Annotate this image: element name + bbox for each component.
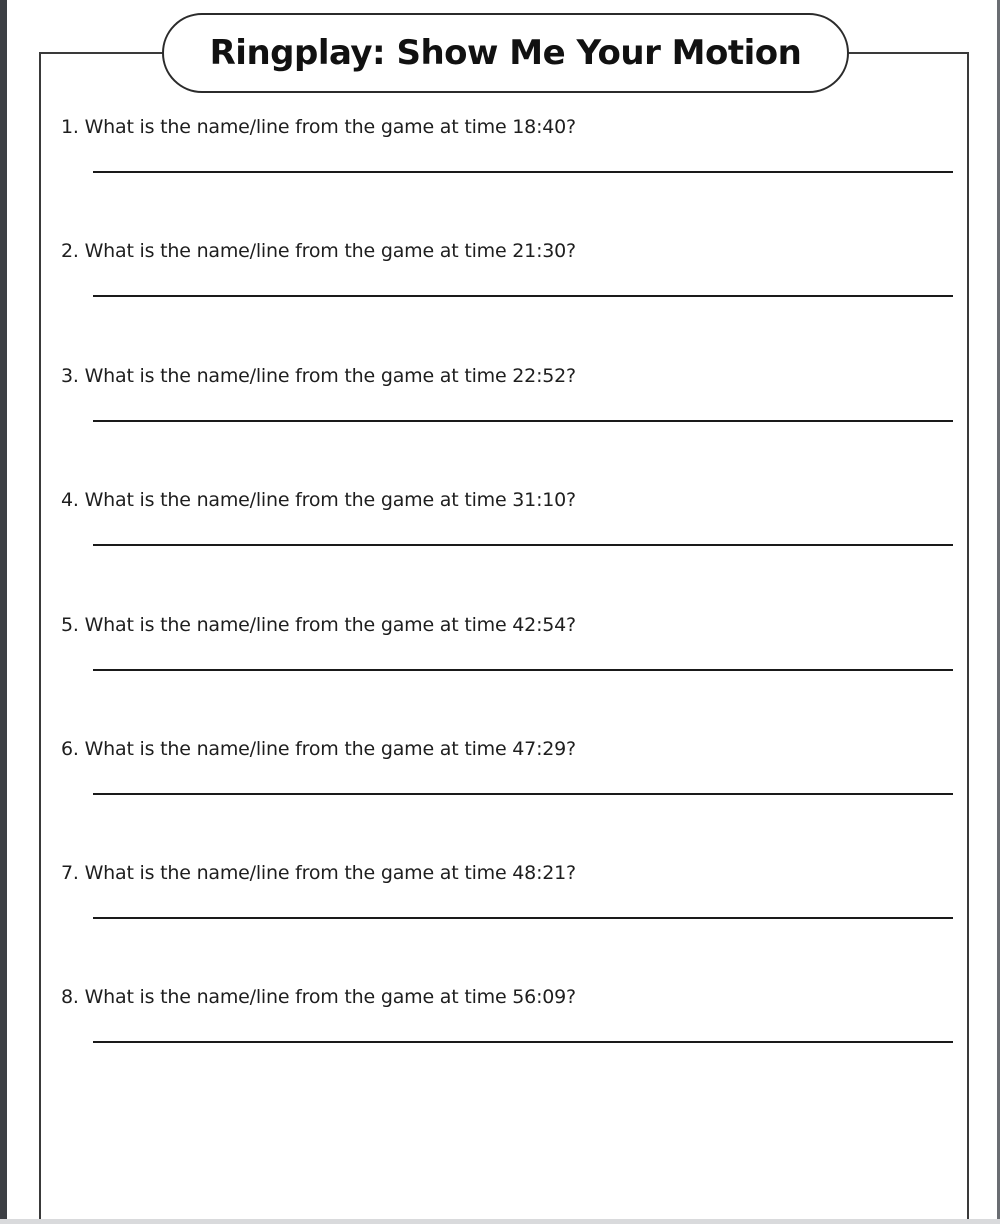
viewer-bottom-edge: [0, 1219, 1000, 1224]
question-1: [61, 116, 961, 186]
answer-line[interactable]: [93, 420, 953, 422]
question-7: [61, 862, 961, 932]
answer-line[interactable]: [93, 917, 953, 919]
question-text: 4. What is the name/line from the game at time 31:10?: [61, 489, 576, 511]
question-text: 7. What is the name/line from the game at time 48:21?: [61, 862, 576, 884]
question-text: 8. What is the name/line from the game at time 56:09?: [61, 986, 576, 1008]
answer-line[interactable]: [93, 544, 953, 546]
answer-line[interactable]: [93, 295, 953, 297]
question-text: 5. What is the name/line from the game at time 42:54?: [61, 614, 576, 636]
worksheet-page[interactable]: [7, 0, 997, 1219]
question-5: [61, 614, 961, 684]
answer-line[interactable]: [93, 669, 953, 671]
worksheet-title: Ringplay: Show Me Your Motion: [209, 33, 802, 73]
question-2: [61, 240, 961, 310]
answer-line[interactable]: [93, 793, 953, 795]
question-8: [61, 986, 961, 1056]
question-text: 1. What is the name/line from the game at time 18:40?: [61, 116, 576, 138]
answer-line[interactable]: [93, 1041, 953, 1043]
question-text: 6. What is the name/line from the game at time 47:29?: [61, 738, 576, 760]
answer-line[interactable]: [93, 171, 953, 173]
title-banner: [162, 13, 849, 93]
question-3: [61, 365, 961, 435]
question-text: 3. What is the name/line from the game at time 22:52?: [61, 365, 576, 387]
question-6: [61, 738, 961, 808]
question-text: 2. What is the name/line from the game at time 21:30?: [61, 240, 576, 262]
question-4: [61, 489, 961, 559]
viewer-left-edge: [0, 0, 7, 1224]
